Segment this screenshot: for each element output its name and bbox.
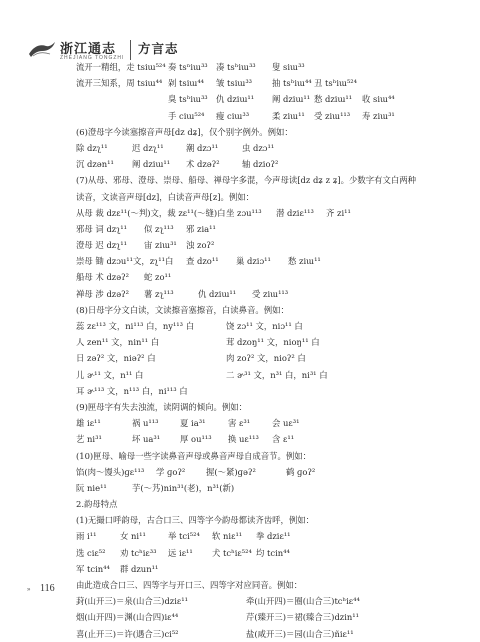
text-line (76, 334, 448, 350)
text-segment: 女 ni¹¹ (120, 531, 146, 542)
text-segment: 蕊 zɛ¹¹³ 文，ni¹¹³ 白，ny¹¹³ 白 (76, 321, 195, 331)
text-segment: 2.韵母特点 (76, 499, 118, 510)
text-segment: 禅母 涉 dzəʔ² (76, 288, 130, 299)
header-divider (130, 40, 131, 60)
text-segment: 巢 dziɔ¹¹ (236, 256, 271, 267)
text-segment: 馅(肉～馒头)ɡɛ¹¹³ (76, 466, 145, 477)
text-segment: 厚 ou¹¹³ (180, 434, 212, 445)
text-segment: 儿 ɚ¹¹ 文，n¹¹ 白 (76, 369, 144, 380)
text-segment: 瘦 ciɯ³³ (216, 110, 250, 121)
text-segment: 阮 nie¹¹ (76, 482, 107, 493)
text-line (76, 545, 448, 561)
text-line (76, 269, 448, 285)
text-segment: 烟(山开四)＝渊(山合四)iɛ⁴⁴ (76, 612, 179, 623)
text-line (76, 124, 448, 140)
text-segment: 仇 dziɯ¹¹ (198, 288, 237, 299)
text-segment: 术 dzəʔ² (186, 159, 220, 170)
text-segment: 选 ciɛ⁵² (76, 547, 106, 558)
text-line (76, 286, 448, 302)
text-segment: 耳 ɚ¹¹³ 文，n¹¹³ 白，ni¹¹³ 白 (76, 385, 188, 396)
text-segment: 读音，文读音声母[dz]，白读音声母[z]。例如： (76, 191, 255, 202)
text-segment: 坏 ua³¹ (132, 434, 161, 445)
page-body (76, 59, 448, 642)
text-line (76, 496, 448, 512)
text-segment: 丑 tsʰiɯ⁵²⁴ (314, 78, 358, 89)
text-segment: 肉 zoʔ² 文，nioʔ² 白 (226, 353, 306, 364)
text-segment: 皱 tsiɯ³³ (216, 78, 253, 89)
text-segment: 人 zen¹¹ 文，nin¹¹ 白 (76, 337, 160, 348)
text-segment: 沉 dzən¹¹ (76, 159, 114, 170)
text-line (76, 448, 448, 464)
text-segment: 仇 dziɯ¹¹ (216, 94, 255, 105)
text-segment: 军 tcin⁴⁴ (76, 563, 110, 574)
text-segment: 臭 tsʰiɯ³³ (168, 94, 208, 105)
text-segment: 虫 dzɔ¹¹ (242, 142, 275, 153)
text-segment: 手 ciɯ⁵²⁴ (168, 110, 205, 121)
text-line (76, 577, 448, 593)
text-segment: 祸 u¹¹³ (132, 418, 159, 429)
text-segment: 除 dzʅ¹¹ (76, 142, 108, 153)
text-segment: 举 tci⁵²⁴ (168, 531, 200, 542)
page-marker-icon: » (27, 587, 31, 593)
text-segment: 蛇 zo¹¹ (144, 272, 172, 283)
volume-title: 方言志 (138, 41, 179, 56)
text-segment: 学 ɡoʔ² (156, 466, 186, 477)
text-line (76, 626, 448, 642)
text-segment: (8)日母字分文白读，文读擦音塞擦音，白读鼻音。例如： (76, 304, 289, 315)
text-line (76, 431, 448, 447)
book-subtitle: ZHEJIANG TONGZHI (60, 55, 125, 61)
text-segment: 芋(～艿)nin³¹(老)，n³¹(新) (132, 482, 235, 493)
text-segment: 邪 zia¹¹ (186, 223, 216, 234)
text-segment: 艺 ni³¹ (76, 434, 102, 445)
text-segment: 澄母 迟 dzʅ¹¹ (76, 240, 128, 251)
text-segment: 群 dzun¹¹ (120, 563, 159, 574)
text-line (76, 415, 448, 431)
text-segment: 受 ziɯ¹¹³ (252, 288, 289, 299)
text-segment: (6)澄母字今读塞擦音声母[dz dʑ]，仅个别字例外。例如： (76, 126, 293, 137)
text-line (76, 399, 448, 415)
book-title: 浙江通志 (60, 42, 117, 57)
text-line (76, 108, 448, 124)
text-segment: 剁 tsiɯ⁴⁴ (168, 78, 205, 89)
text-segment: 似 zʅ¹¹³ (144, 223, 174, 234)
text-segment: 薯 zʅ¹¹³ (144, 288, 174, 299)
text-segment: 流开三知系，周 tsiɯ⁴⁴ (76, 78, 163, 89)
text-segment: 船母 术 dzəʔ² (76, 272, 130, 283)
text-segment: 茸 dzoŋ¹¹ 文，nioŋ¹¹ 白 (226, 337, 320, 348)
text-segment: 牵(山开四)＝圈(山合三)tcʰiɛ⁴⁴ (246, 596, 360, 607)
text-segment: 害 ɛ³¹ (228, 418, 251, 429)
text-segment: 迟 dzʅ¹¹ (132, 142, 164, 153)
text-segment: 握(～紧)ɡəʔ² (206, 466, 256, 477)
text-line (76, 253, 448, 269)
text-segment: (10)匣母、喻母一些字读鼻音声母或鼻音声母自成音节。例如： (76, 450, 311, 461)
text-segment: 雨 i¹¹ (76, 531, 97, 542)
text-segment: (7)从母、邪母、澄母、崇母、船母、禅母字多混，今声母读[dz dʑ z ʑ]。少数字有文白两种 (76, 175, 417, 186)
text-segment: (1)无撮口呼韵母，古合口三、四等字今韵母都读齐齿呼，例如： (76, 515, 314, 526)
page-number: 116 (40, 583, 55, 594)
text-segment: 夏 ia³¹ (180, 418, 206, 429)
text-segment: 鹤 ɡoʔ² (286, 466, 316, 477)
text-segment: 阐 dziɯ¹¹ (272, 94, 311, 105)
text-segment: 从母 裁 dzɛ¹¹(～判)文，裁 zɛ¹¹(～缝)白 (76, 207, 226, 218)
text-segment: 潜 dziɛ¹¹³ (276, 207, 314, 218)
text-segment: 犬 tcʰiɛ⁵²⁴ (212, 547, 252, 558)
text-line (76, 350, 448, 366)
text-segment: 劝 tcʰiɛ³³ (120, 547, 157, 558)
text-line (76, 59, 448, 75)
text-line (76, 512, 448, 528)
text-segment: 会 uɛ³¹ (272, 418, 300, 429)
text-line (76, 561, 448, 577)
text-segment: 柔 ziɯ¹¹ (272, 110, 305, 121)
text-line (76, 156, 448, 172)
text-segment: (9)匣母字有失去浊流，读阴调的倾向。例如： (76, 401, 247, 412)
text-segment: 齐 zi¹¹ (326, 207, 351, 218)
text-segment: 浊 zoʔ² (186, 240, 215, 251)
text-segment: 软 niɛ¹¹ (212, 531, 243, 542)
text-line (76, 464, 448, 480)
text-line (76, 205, 448, 221)
text-segment: 奏 tsⁿiɯ³³ (168, 62, 208, 72)
text-line (76, 140, 448, 156)
text-segment: 邪母 词 dzʅ¹¹ (76, 223, 128, 234)
text-segment: 坐 zɔu¹¹³ (226, 207, 262, 218)
text-segment: 受 ziɯ¹¹³ (314, 110, 351, 121)
text-segment: 均 tcin⁴⁴ (256, 547, 290, 558)
text-segment: 盐(咸开三)＝园(山合三)ñiɛ¹¹ (246, 628, 354, 639)
text-line (76, 480, 448, 496)
text-segment: 远 iɛ¹¹ (168, 547, 193, 558)
text-line (76, 609, 448, 625)
text-line (76, 367, 448, 383)
text-line (76, 302, 448, 318)
text-segment: 拳 dziɛ¹¹ (256, 531, 291, 542)
text-segment: 寿 ziɯ³¹ (362, 110, 395, 121)
text-segment: 芹(臻开三)＝裙(臻合三)dzin¹¹ (246, 612, 360, 623)
text-line (76, 75, 448, 91)
text-segment: 二 ɚ³¹ 文，n³¹ 白，ni³¹ 白 (226, 369, 328, 380)
text-line (76, 91, 448, 107)
text-line (76, 528, 448, 544)
text-segment: 叟 siɯ³³ (272, 62, 305, 72)
text-segment: 崇母 锄 dzɔu¹¹文，zʅ¹¹白 (76, 256, 174, 267)
text-line (76, 593, 448, 609)
text-segment: 愁 dziɯ¹¹ (314, 94, 353, 105)
text-segment: 收 siɯ⁴⁴ (362, 94, 395, 105)
text-segment: 饶 zɔ¹¹ 文，niɔ¹¹ 白 (226, 321, 303, 331)
text-line (76, 383, 448, 399)
text-segment: 凑 tsʰiɯ³³ (216, 62, 256, 72)
text-segment: 日 zəʔ² 文，niəʔ² 白 (76, 353, 156, 364)
text-segment: 流开一精组，走 tsiɯ⁵²⁴ (76, 62, 166, 72)
text-segment: 阐 dziɯ¹¹ (132, 159, 171, 170)
text-line (76, 237, 448, 253)
text-line (76, 221, 448, 237)
text-segment: 抽 tsʰiɯ⁴⁴ (272, 78, 312, 89)
text-line (76, 172, 448, 188)
text-line (76, 189, 448, 205)
text-segment: 宙 ziɯ³¹ (144, 240, 177, 251)
text-segment: 愁 ziɯ¹¹ (288, 256, 321, 267)
text-segment: 轴 dzioʔ² (242, 159, 279, 170)
text-segment: 喜(止开三)＝许(遇合三)ci⁵² (76, 628, 179, 639)
text-segment: 含 ɛ¹¹ (272, 434, 295, 445)
crane-logo-icon (28, 40, 56, 60)
text-segment: 由此造成合口三、四等字与开口三、四等字对应同音。例如： (76, 580, 303, 590)
text-segment: 潮 dzɔ¹¹ (186, 142, 219, 153)
text-line (76, 318, 448, 334)
text-segment: 葑(山开三)＝泉(山合三)dziɛ¹¹ (76, 596, 188, 607)
text-segment: 雄 iɛ¹¹ (76, 418, 101, 429)
text-segment: 换 uɛ¹¹³ (228, 434, 259, 445)
text-segment: 查 dzo¹¹ (186, 256, 219, 267)
